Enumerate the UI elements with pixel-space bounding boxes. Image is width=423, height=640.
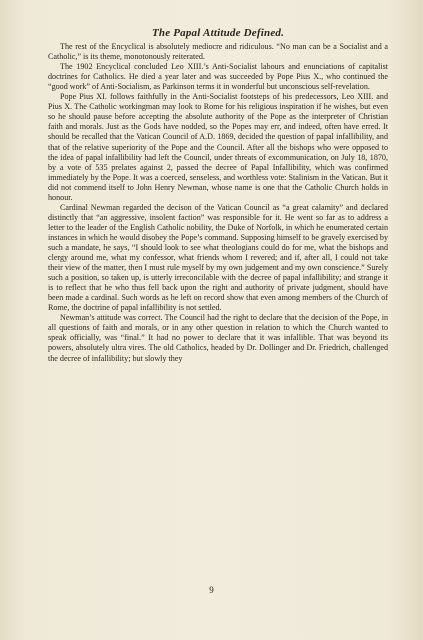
page-title: The Papal Attitude Defined. xyxy=(151,27,285,39)
paragraph-5: Newman’s attitude was correct. The Council had the right to declare that the decision of the Pope, in all questions of faith and morals, or in any other question in relation to which the Church wanted to speak officially, was “final.” It had no power to declare that it was infallible. That was beyond its powers, absolutely ultra vires. The old Catholics, headed by Dr. Dollinger and Dr. Friedrich, challenged the decree of infallibility; but slowly they xyxy=(48,313,388,363)
paragraph-3: Pope Pius XI. follows faithfully in the Anti-Socialist footsteps of his predecessors, Leo XIII. and Pius X. The Catholic workingman may look to Rome for his religious inspiration if he wishes, but even so he should pause before accepting the absolute authority of the Pope as the interpreter of Christian faith and morals. Just as the Gods have nodded, so the Popes may err, and indeed, often have erred. It should be recalled that the Vatican Council of A.D. 1869, decided the question of papal infallibility, and that of the relative superiority of the Pope and the Council. After all the bishops who were opposed to the idea of papal infallibility had left the Council, under threats of excommunication, on July 18, 1870, by a vote of 535 prelates against 2, passed the decree of Papal Infallibility, which was confirmed immediately by the Pope. It was a coerced, senseless, and worthless vote: Stalinism in the Vatican. But it did not commend itself to John Henry Newman, whose name is one that the Catholic Church holds in honour. xyxy=(48,92,388,202)
paragraph-4: Cardinal Newman regarded the decison of the Vatican Council as “a great calamity” and declared distinctly that “an aggressive, insolent faction” was responsible for it. He went so far as to address a letter to the leader of the English Catholic nobility, the Duke of Norfolk, in which he enumerated certain instances in which he would disobey the Pope’s command. Supposing himself to be gravely exercised by such a mandate, he says, “I should look to see what theologians could do for me, what the bishops and clergy around me, what my confessor, what friends whom I revered; and if, after all, I could not take their view of the matter, then I must rule myself by my own judgement and my own conscience.” Surely such a position, so taken up, is utterly irreconcilable with the decree of papal infallibility; and strange it is to reflect that he who thus fell back upon the right and authority of private judgment, should have been made a cardinal. Such words as he left on record show that even among members of the Church of Rome, the doctrine of papal infallibility is not settled. xyxy=(48,202,388,313)
page-number: 9 xyxy=(209,585,214,595)
page-content xyxy=(48,28,388,364)
paragraph-1: The rest of the Encyclical is absolutely mediocre and ridiculous. “No man can be a Socialist and a Catholic,” is its theme, monotonously reiterated. xyxy=(48,42,388,62)
paragraph-2: The 1902 Encyclical concluded Leo XIII.’s Anti-Socialist labours and enunciations of capitalist doctrines for Catholics. He died a year later and was succeeded by Pope Pius X., who continued the “good work” of Anti-Socialism, as Parkinson terms it in wonderful but unconscious self-revelation. xyxy=(48,62,388,92)
